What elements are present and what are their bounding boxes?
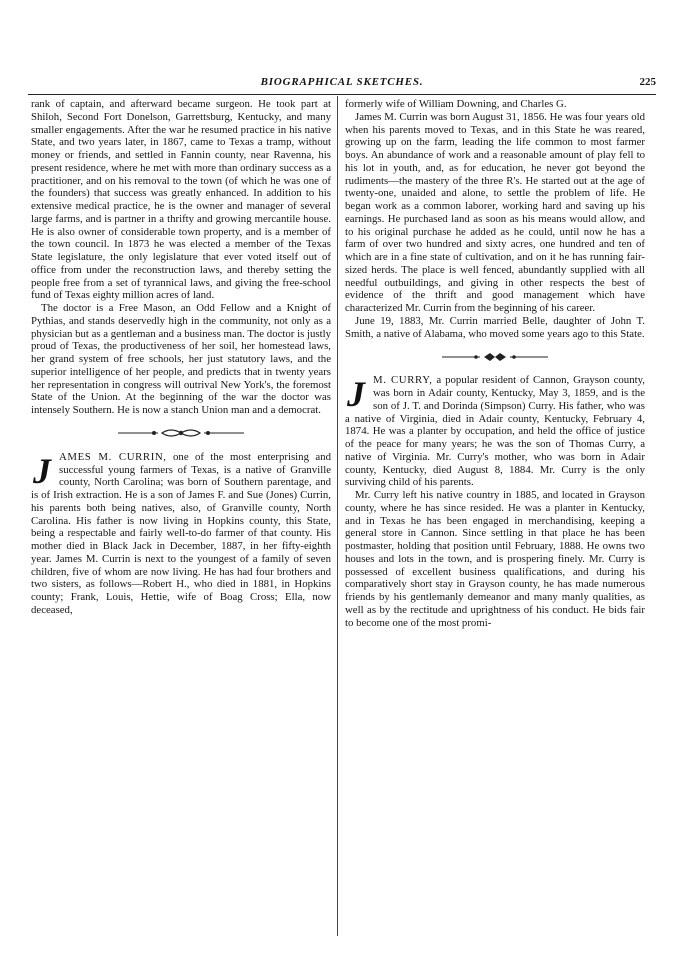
paragraph: Mr. Curry left his native country in 1885, and located in Grayson county, where he has since resided. He was a planter in Kentucky, and in Texas he has been engaged in merchandising, keeping a general store in Cannon. Since settling in that place he has been postmaster, holding that position until February, 1888. He owns two houses and lots in the town, and is prospering finely. Mr. Curry is possessed of excellent business qualifications, and during his comparatively short stay in Grayson county, he has made numerous friends by his gentlemanly demeanor and many manly qualities, as well as by the rectitude and uprightness of his conduct. He bids fair to become one of the most promi- [345,489,645,629]
paragraph-text: a popular resident of Cannon, Grayson county, was born in Adair county, Kentucky, May 3, 1859, and is the son of J. T. and Dorinda (Simpson) Curry. His father, who was a native of Virginia, died in Adair county, Kentucky, February 4, 1874. He was a planter by occupation, and held the office of justice of the peace for many years; he was the son of Thomas Curry, a native of Virginia. Mr. Curry's mother, who was born in Adair county, Kentucky, died August 8, 1884. Mr. Curry is the only surviving child of his parents. [345,374,646,489]
subject-name: AMES M. CURRIN, [59,450,167,463]
running-title: BIOGRAPHICAL SKETCHES. [260,76,424,88]
running-header [28,76,656,92]
section-ornament [345,350,645,362]
paragraph: rank of captain, and afterward became surgeon. He took part at Shiloh, Second Fort Donelson, Garrettsburg, Kentucky, and many smaller engagements. After the war he resumed practice in his native State, and two years later, in 1867, came to Texas a tramp, without money or friends, and settled in Fannin county, near Ravenna, his present residence, where he met with more than ordinary success as a practitioner, and on his removal to the town (of which he was one of the founders) that success was greatly enhanced. In addition to his extensive medical practice, he is the owner and manager of several large farms, and is partner in a thrifty and growing mercantile house. He is also owner of considerable town property, and is a member of the town council. In 1873 he was elected a member of the Texas State legislature, the only legislature that ever voted itself out of office from under the reconstruction laws, and thereby setting the people free from a set of tyrannical laws, and giving the free-school fund of Texas eighty million acres of land. [31,98,331,302]
decorative-initial-icon [31,453,55,487]
page-number: 225 [639,76,656,88]
decorative-initial-icon [345,376,369,410]
paragraph: formerly wife of William Downing, and Charles G. [345,98,567,110]
header-rule [28,94,656,95]
section-ornament [31,427,331,439]
biography-paragraph [31,451,331,617]
left-column [31,98,331,617]
ornament-icon [440,351,550,363]
subject-name: M. CURRY, [373,374,433,387]
paragraph: The doctor is a Free Mason, an Odd Fellow and a Knight of Pythias, and stands deservedly high in the community, not only as a physician but as a gentleman and a business man. The doctor is justly proud of Texas, the productiveness of her soil, her homestead laws, her grand system of free schools, her just statutory laws, and the superior intelligence of her people, and predicts that in twenty years her representation in congress will outrival New York's, the foremost State of the Union. At the beginning of the war the doctor was intensely Southern. He is now a stanch Union man and a democrat. [31,302,331,416]
column-divider [337,96,338,936]
paragraph: June 19, 1883, Mr. Currin married Belle, daughter of John T. Smith, a native of Alabama, who moved some years ago to this State. [345,314,645,340]
paragraph-text: one of the most enterprising and successful young farmers of Texas, is a native of Granville county, North Carolina; was born of Southern parentage, and is of Irish extraction. He is a son of James F. and Sue (Jones) Currin, his parents both being natives, also, of Granville county, North Carolina. His father is now living in Hopkins county, this State, being a respectable and fairly well-to-do farmer of that county. His mother died in Black Jack in December, 1887, in her fifty-eighth year. James M. Currin is next to the youngest of a family of seven children, five of whom are now living. He has had four brothers and two sisters, as follows—Robert H., who died in 1881, in Hopkins county; Frank, Louis, Hettie, wife of Boag Cross; Ella, now deceased, [31,450,331,616]
ornament-icon [116,427,246,439]
paragraph: James M. Currin was born August 31, 1856. He was four years old when his parents moved to Texas, and in this State he was reared, growing up on the farm, leading the life common to most farmer boys. An abundance of work and a reasonable amount of play fell to his lot in youth, and, as for education, he never got beyond the rudiments—the mastery of the three R's. He started out at the age of twenty-one, unaided and alone, to settle the problem of life. He began work as a common laborer, working hard and saving up his earnings. He purchased land as soon as his means would allow, and to his original purchase he added as he could, until now he has a farm of over two hundred and sixty acres, one hundred and ten of which are in a fine state of cultivation, and on it he has running fair-sized herds. The place is well fenced, abundantly supplied with all needful outbuildings, and giving in other respects the best of evidence of the thrift and good management which have characterized Mr. Currin from the beginning of his career. [345,110,645,314]
svg-text:J: J [347,376,365,411]
svg-text:J: J [33,452,51,487]
right-column [345,98,645,629]
biography-paragraph [345,374,645,489]
